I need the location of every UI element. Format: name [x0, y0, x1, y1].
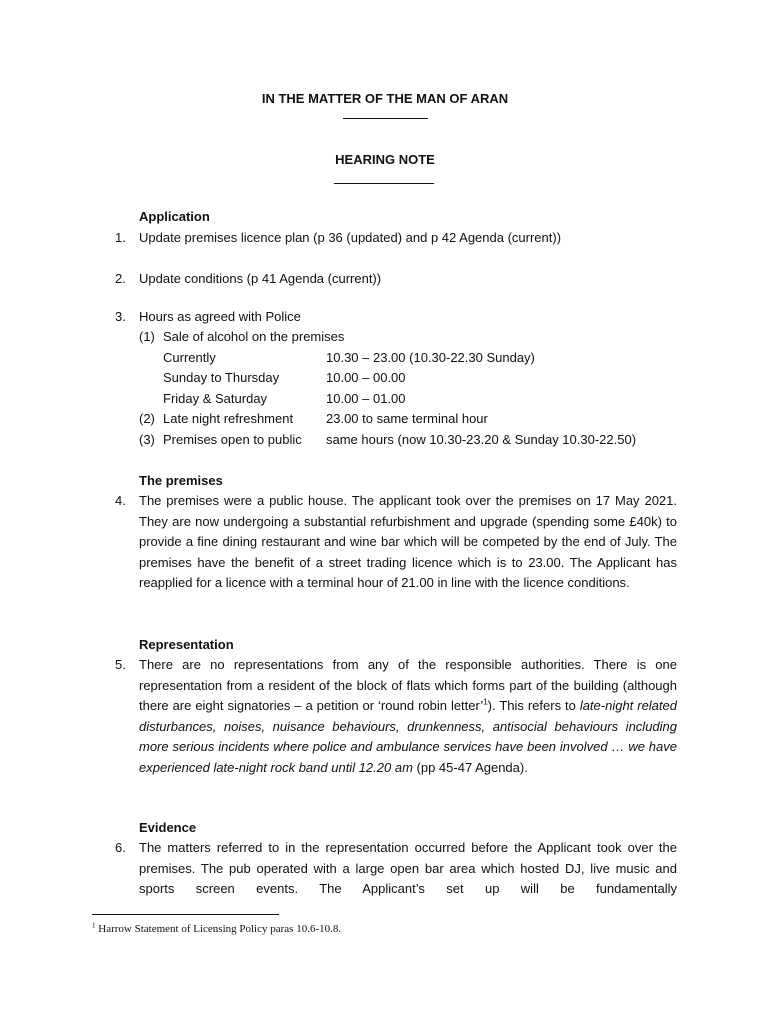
- item-text-4: The premises were a public house. The applicant took over the premises on 17 May 2021. They are now undergoing a substantial refurbishment and upgrade (spending some £40k) to provide a fine dining restaurant and wine bar which will be competed by the end of July. The premises have the benefit of a street trading licence which is to 23.00. The Applicant has reapplied for a licence with a terminal hour of 21.00 in line with the licence conditions.: [139, 493, 677, 590]
- hours-subitem-number-1: (1): [139, 329, 155, 344]
- section-heading-representation: Representation: [139, 637, 234, 652]
- document-title: IN THE MATTER OF THE MAN OF ARAN: [261, 91, 509, 106]
- hours-row-value-fri-sat: 10.00 – 01.00: [326, 391, 406, 406]
- item-text-6: The matters referred to in the representation occurred before the Applicant took over the premises. The pub operated with a large open bar area which hosted DJ, live music and sports screen events. The Applicant’s set up will be fundamentally: [139, 840, 677, 896]
- hours-subitem-label-1: Sale of alcohol on the premises: [163, 329, 345, 344]
- item-text-5-part-c: (pp 45-47 Agenda).: [412, 759, 528, 775]
- item-text-2: Update conditions (p 41 Agenda (current)): [139, 271, 382, 286]
- footnote-text: Harrow Statement of Licensing Policy paras 10.6-10.8.: [95, 923, 342, 935]
- hours-subitem-label-2: Late night refreshment: [163, 411, 294, 426]
- section-heading-application: Application: [139, 209, 210, 224]
- hours-subitem-value-2: 23.00 to same terminal hour: [326, 411, 488, 426]
- hours-subitem-value-3: same hours (now 10.30-23.20 & Sunday 10.30-22.50): [326, 432, 637, 447]
- document-subtitle: HEARING NOTE: [335, 152, 435, 167]
- item-text-5-quote: late-night related disturbances, noises, nuisance behaviours, drunkenness, antisocial behaviours including more serious incidents where police and ambulance services have been involved … we have experienced late-night rock band until 12.20 am: [139, 698, 677, 775]
- item-text-5-part-a: There are no representations from any of the responsible authorities. There is one representation from a resident of the block of flats which forms part of the building (although there are eight signatories – a petition or ‘round robin letter’: [139, 657, 677, 713]
- hours-row-label-currently: Currently: [163, 350, 216, 365]
- hours-row-value-sun-thu: 10.00 – 00.00: [326, 370, 406, 385]
- footnote: [92, 923, 341, 935]
- hours-subitem-number-2: (2): [139, 411, 155, 426]
- item-text-5-part-b: ). This refers to: [487, 698, 580, 713]
- title-underline: [343, 118, 428, 119]
- item-text-5: [139, 655, 677, 778]
- item-text-3: Hours as agreed with Police: [139, 309, 301, 324]
- item-text-1: Update premises licence plan (p 36 (updated) and p 42 Agenda (current)): [139, 230, 562, 245]
- section-heading-evidence: Evidence: [139, 820, 197, 835]
- hours-subitem-label-3: Premises open to public: [163, 432, 302, 447]
- hours-row-label-fri-sat: Friday & Saturday: [163, 391, 268, 406]
- item-number-1: 1.: [115, 230, 126, 245]
- section-heading-premises: The premises: [139, 473, 223, 488]
- item-number-3: 3.: [115, 309, 126, 324]
- hours-row-label-sun-thu: Sunday to Thursday: [163, 370, 280, 385]
- footnote-reference: 1: [483, 697, 488, 707]
- item-number-4: 4.: [115, 493, 126, 508]
- hours-row-value-currently: 10.30 – 23.00 (10.30-22.30 Sunday): [326, 350, 535, 365]
- footnote-mark: 1: [92, 921, 96, 930]
- item-number-6: 6.: [115, 840, 126, 855]
- item-number-2: 2.: [115, 271, 126, 286]
- subtitle-underline: [334, 183, 434, 184]
- item-number-5: 5.: [115, 657, 126, 672]
- footnote-separator: [92, 914, 279, 915]
- hours-subitem-number-3: (3): [139, 432, 155, 447]
